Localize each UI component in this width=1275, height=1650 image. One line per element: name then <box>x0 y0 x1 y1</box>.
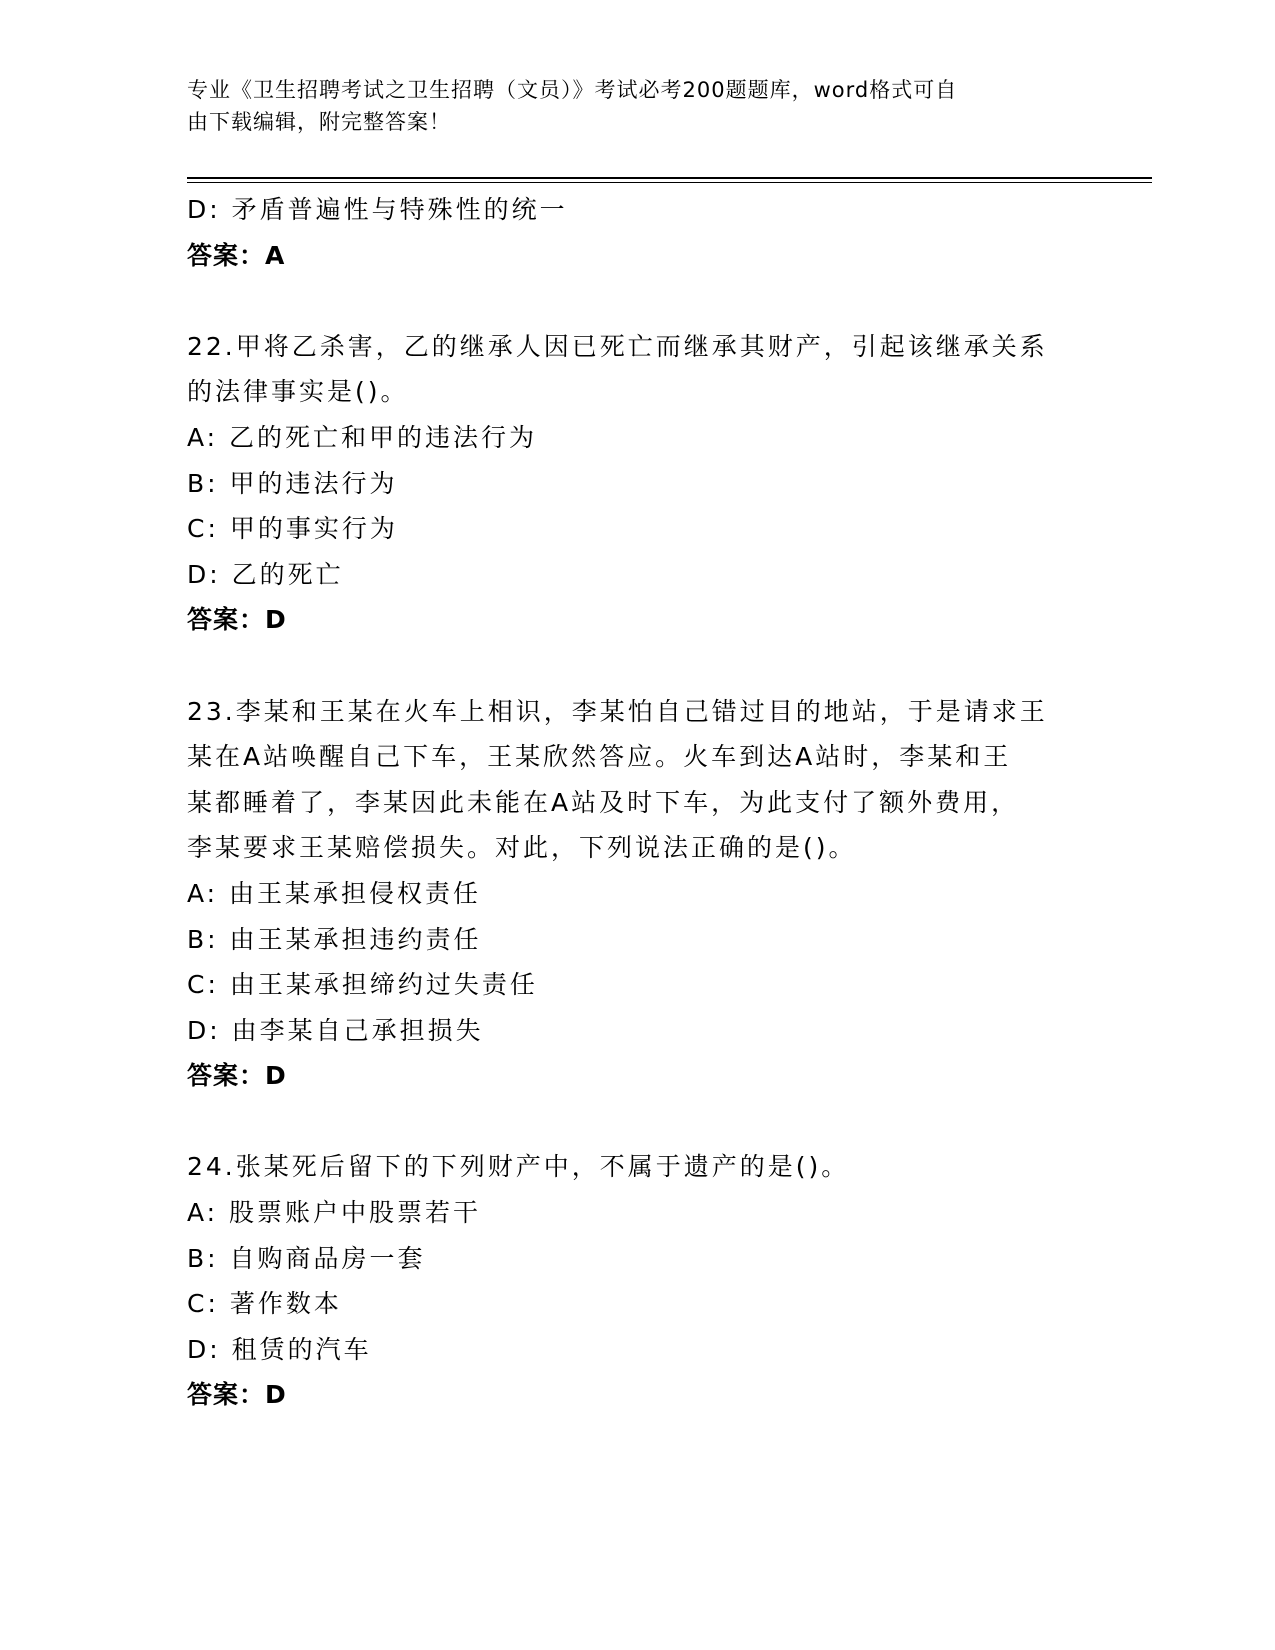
question-22 <box>187 324 1087 643</box>
header-line-1: 专业《卫生招聘考试之卫生招聘（文员）》考试必考200题题库，word格式可自 <box>187 78 958 102</box>
option-c: C: 由王某承担缔约过失责任 <box>187 970 538 1000</box>
question-stem: 23.李某和王某在火车上相识，李某怕自己错过目的地站，于是请求王 <box>187 696 1048 726</box>
option-a: A: 乙的死亡和甲的违法行为 <box>187 422 538 452</box>
option-b: B: 由王某承担违约责任 <box>187 924 482 954</box>
header-line-2: 由下载编辑，附完整答案！ <box>187 110 451 134</box>
option-a: A: 由王某承担侵权责任 <box>187 878 482 908</box>
option-c: C: 甲的事实行为 <box>187 514 398 544</box>
question-stem: 的法律事实是()。 <box>187 377 409 407</box>
question-stem: 李某要求王某赔偿损失。对此，下列说法正确的是()。 <box>187 833 857 863</box>
page-header <box>187 74 1067 138</box>
answer: 答案：D <box>187 1061 287 1091</box>
option-d: D: 矛盾普遍性与特殊性的统一 <box>187 195 568 224</box>
option-d: D: 由李某自己承担损失 <box>187 1015 484 1045</box>
question-24 <box>187 1144 1087 1418</box>
option-c: C: 著作数本 <box>187 1289 342 1319</box>
question-23 <box>187 689 1087 1099</box>
question-stem: 24.张某死后留下的下列财产中，不属于遗产的是()。 <box>187 1152 850 1182</box>
option-d: D: 租赁的汽车 <box>187 1334 372 1364</box>
question-stem: 22.甲将乙杀害，乙的继承人因已死亡而继承其财产，引起该继承关系 <box>187 331 1048 361</box>
question-list <box>187 187 1087 1418</box>
answer: 答案：A <box>187 240 286 270</box>
option-b: B: 甲的违法行为 <box>187 468 398 498</box>
spacer <box>187 643 1087 689</box>
spacer <box>187 1099 1087 1145</box>
header-rule-thin <box>187 182 1152 183</box>
option-a: A: 股票账户中股票若干 <box>187 1198 482 1228</box>
question-stem: 某在A站唤醒自己下车，王某欣然答应。火车到达A站时，李某和王 <box>187 742 1012 772</box>
option-d: D: 乙的死亡 <box>187 559 344 589</box>
option-b: B: 自购商品房一套 <box>187 1243 426 1273</box>
header-rule-thick <box>187 177 1152 179</box>
answer: 答案：D <box>187 605 287 635</box>
answer: 答案：D <box>187 1380 287 1410</box>
spacer <box>187 278 1087 324</box>
question-stem: 某都睡着了，李某因此未能在A站及时下车，为此支付了额外费用， <box>187 787 1020 817</box>
question-21-tail <box>187 187 1087 278</box>
